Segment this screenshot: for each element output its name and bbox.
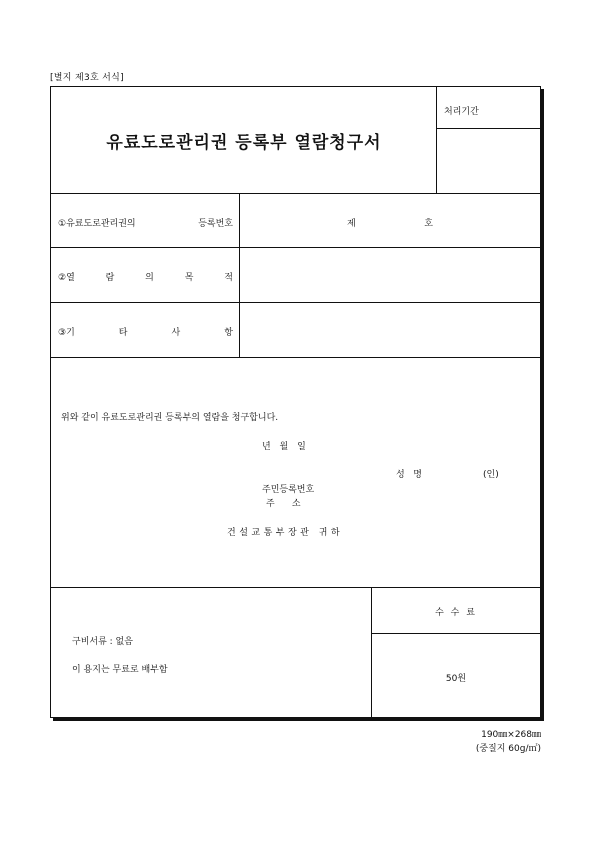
row-label-part: 의 bbox=[145, 273, 154, 283]
registration-number-field[interactable] bbox=[347, 216, 433, 229]
row-line-2 bbox=[50, 302, 541, 303]
date-line[interactable]: 년 월 일 bbox=[262, 442, 306, 452]
paper-size: 190㎜×268㎜ bbox=[481, 730, 541, 740]
row-label-part: ③기 bbox=[58, 328, 75, 338]
row-label-part: ①유료도로관리권의 bbox=[58, 219, 136, 229]
free-distribution-note: 이 용지는 무료로 배부함 bbox=[72, 665, 168, 675]
row-label-registration-number bbox=[58, 216, 233, 229]
paper-spec: (중질지 60g/㎡) bbox=[475, 744, 541, 754]
form-title: 유료도로관리권 등록부 열람청구서 bbox=[106, 133, 382, 153]
registration-prefix: 제 bbox=[347, 219, 356, 229]
resident-id-label: 주민등록번호 bbox=[262, 485, 315, 495]
row-line-3 bbox=[50, 357, 541, 358]
fee-label: 수 수 료 bbox=[435, 608, 477, 618]
statement-bottom-line bbox=[50, 587, 541, 588]
row-label-divider bbox=[239, 193, 240, 357]
seal-mark: (인) bbox=[483, 470, 499, 480]
required-documents: 구비서류 : 없음 bbox=[72, 637, 133, 647]
row-label-part: 목 bbox=[184, 273, 194, 283]
row-label-part: 항 bbox=[224, 328, 233, 338]
request-statement: 위와 같이 유료도로관리권 등록부의 열람을 청구합니다. bbox=[61, 413, 279, 423]
registration-suffix: 호 bbox=[424, 219, 433, 229]
row-label-other bbox=[58, 325, 233, 338]
name-label: 성 명 bbox=[396, 470, 422, 480]
row-label-part: 사 bbox=[171, 328, 181, 338]
form-frame bbox=[50, 86, 541, 718]
purpose-field[interactable] bbox=[241, 249, 539, 300]
row-line-1 bbox=[50, 247, 541, 248]
address-label: 주 소 bbox=[266, 499, 301, 509]
row-label-part: 람 bbox=[105, 273, 115, 283]
processing-period-label: 처리기간 bbox=[444, 107, 479, 117]
processing-divider bbox=[436, 128, 541, 129]
row-label-part: ②열 bbox=[58, 273, 75, 283]
form-number-label: [별지 제3호 서식] bbox=[50, 73, 124, 83]
row-label-part: 타 bbox=[118, 328, 128, 338]
other-field[interactable] bbox=[241, 304, 539, 355]
row-label-part: 등록번호 bbox=[198, 219, 233, 229]
fee-label-line bbox=[371, 633, 541, 634]
row-label-part: 적 bbox=[224, 273, 233, 283]
fee-value: 50원 bbox=[445, 674, 467, 684]
title-divider bbox=[436, 86, 437, 193]
row-label-purpose bbox=[58, 270, 233, 283]
header-bottom-line bbox=[50, 193, 541, 194]
addressee: 건설교통부장관 귀하 bbox=[227, 528, 344, 538]
